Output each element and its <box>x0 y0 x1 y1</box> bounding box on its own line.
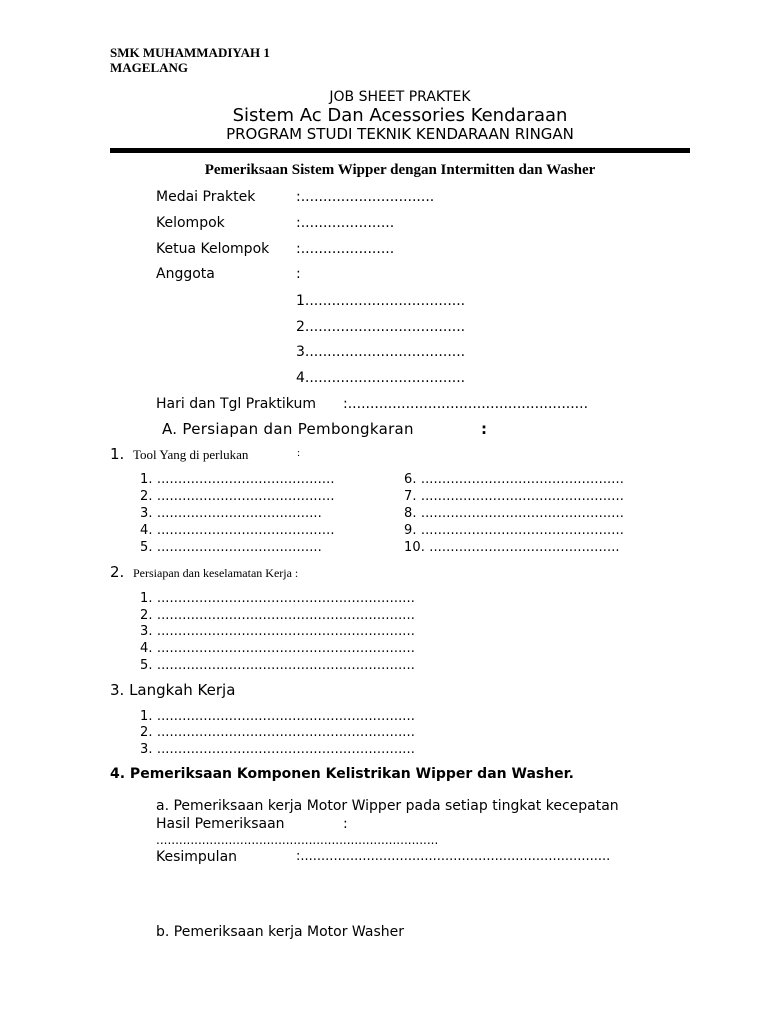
tool-line[interactable]: 10. ............................................. <box>404 540 620 555</box>
tool-line[interactable]: 1. .......................................... <box>140 472 335 487</box>
school-name: SMK MUHAMMADIYAH 1 <box>110 45 270 60</box>
anggota-line-2[interactable]: 2.................................... <box>296 319 466 335</box>
subject-title: Pemeriksaan Sistem Wipper dengan Intermitten dan Washer <box>204 162 596 178</box>
item4a-title: a. Pemeriksaan kerja Motor Wipper pada setiap tingkat kecepatan <box>156 798 619 814</box>
tool-line[interactable]: 3. ....................................... <box>140 506 322 521</box>
section-a-title: A. Persiapan dan Pembongkaran <box>162 420 414 438</box>
anggota-line-1[interactable]: 1.................................... <box>296 293 466 309</box>
field-label-ketua: Ketua Kelompok <box>156 241 270 257</box>
item2-title: Persiapan dan keselamatan Kerja : <box>133 566 299 580</box>
step-line[interactable]: 3. ............................................................. <box>140 742 416 757</box>
school-city: MAGELANG <box>110 60 188 75</box>
item4b-title: b. Pemeriksaan kerja Motor Washer <box>156 924 404 940</box>
hasil-colon: : <box>343 816 348 832</box>
field-value-ketua[interactable]: :..................... <box>296 241 395 257</box>
kesimpulan-label: Kesimpulan <box>156 849 238 865</box>
anggota-line-4[interactable]: 4.................................... <box>296 370 466 386</box>
hasil-label: Hasil Pemeriksaan <box>156 816 285 832</box>
tool-line[interactable]: 8. ................................................ <box>404 506 624 521</box>
tool-line[interactable]: 9. ................................................ <box>404 523 624 538</box>
safety-line[interactable]: 4. ............................................................. <box>140 641 416 656</box>
item3-title: 3. Langkah Kerja <box>110 681 236 699</box>
hasil-line[interactable]: .......................................................................... <box>156 833 439 847</box>
field-label-hari: Hari dan Tgl Praktikum <box>156 396 316 412</box>
field-value-kelompok[interactable]: :..................... <box>296 215 395 231</box>
safety-line[interactable]: 3. ............................................................. <box>140 624 416 639</box>
field-value-anggota: : <box>296 266 301 282</box>
safety-line[interactable]: 1. ............................................................. <box>140 591 416 606</box>
safety-line[interactable]: 5. ............................................................. <box>140 658 416 673</box>
field-label-kelompok: Kelompok <box>156 215 225 231</box>
tool-line[interactable]: 2. .......................................... <box>140 489 335 504</box>
program-label: PROGRAM STUDI TEKNIK KENDARAAN RINGAN <box>226 125 574 143</box>
field-label-anggota: Anggota <box>156 266 215 282</box>
tool-line[interactable]: 4. .......................................... <box>140 523 335 538</box>
header-divider <box>110 148 690 153</box>
tool-line[interactable]: 5. ....................................... <box>140 540 322 555</box>
page-title: Sistem Ac Dan Acessories Kendaraan <box>232 105 568 126</box>
item1-colon: : <box>297 447 301 459</box>
field-value-hari[interactable]: :...................................................... <box>343 396 589 412</box>
step-line[interactable]: 1. ............................................................. <box>140 709 416 724</box>
kesimpulan-line[interactable]: :........................................................................... <box>296 849 611 864</box>
safety-line[interactable]: 2. ............................................................. <box>140 608 416 623</box>
field-label-media: Medai Praktek <box>156 189 256 205</box>
item4-title: 4. Pemeriksaan Komponen Kelistrikan Wipper dan Washer. <box>110 766 574 782</box>
item1-title: Tool Yang di perlukan <box>133 447 249 462</box>
tool-line[interactable]: 6. ................................................ <box>404 472 624 487</box>
anggota-line-3[interactable]: 3.................................... <box>296 344 466 360</box>
job-sheet-label: JOB SHEET PRAKTEK <box>329 89 471 105</box>
item1-number: 1. <box>110 445 125 463</box>
step-line[interactable]: 2. ............................................................. <box>140 725 416 740</box>
field-value-media[interactable]: :.............................. <box>296 189 435 205</box>
section-a-colon: : <box>481 420 487 438</box>
item2-number: 2. <box>110 563 125 581</box>
tool-line[interactable]: 7. ................................................ <box>404 489 624 504</box>
